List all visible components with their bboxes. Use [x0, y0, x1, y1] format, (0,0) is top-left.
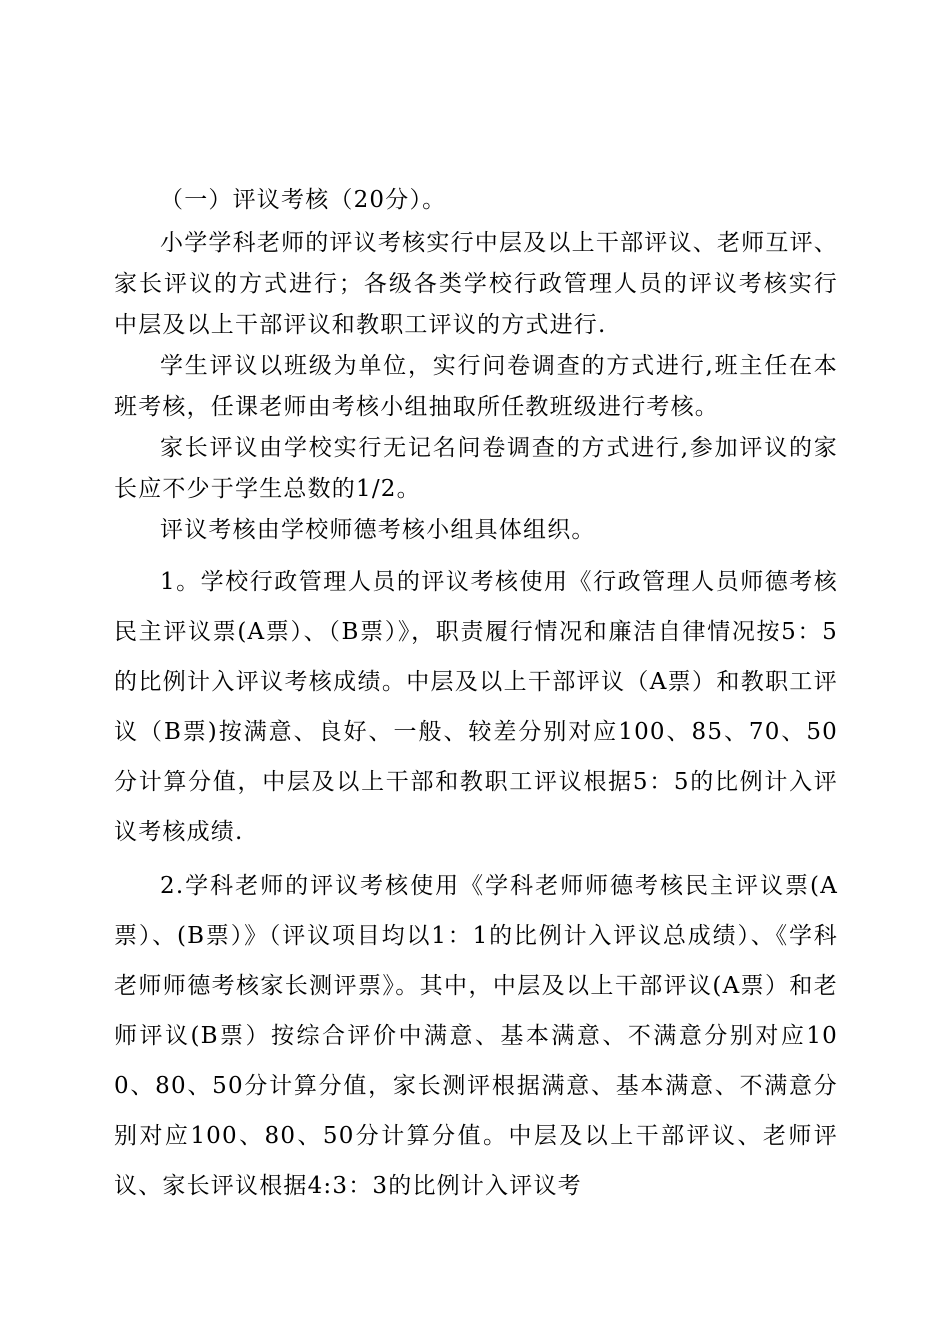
section-heading: （一）评议考核（20分）。	[160, 187, 447, 213]
paragraph-5: 1。学校行政管理人员的评议考核使用《行政管理人员师德考核民主评议票(A票）、（B票）》，职责履行情况和廉洁自律情况按5：5的比例计入评议考核成绩。中层及以上干部评议（A票）和教职工评议（B票)按满意、良好、一般、较差分别对应100、85、70、50分计算分值，中层及以上干部和教职工评议根据5：5的比例计入评议考核成绩.	[114, 569, 838, 845]
paragraph-2: 学生评议以班级为单位，实行问卷调查的方式进行,班主任在本班考核，任课老师由考核小组抽取所任教班级进行考核。	[114, 353, 838, 420]
paragraph-3: 家长评议由学校实行无记名问卷调查的方式进行,参加评议的家长应不少于学生总数的1/2。	[114, 435, 838, 502]
paragraph-1: 小学学科老师的评议考核实行中层及以上干部评议、老师互评、家长评议的方式进行；各级各类学校行政管理人员的评议考核实行中层及以上干部评议和教职工评议的方式进行.	[114, 230, 838, 338]
paragraph-6: 2.学科老师的评议考核使用《学科老师师德考核民主评议票(A票）、(B票）》（评议项目均以1：1的比例计入评议总成绩）、《学科老师师德考核家长测评票》。其中，中层及以上干部评议(A票）和老师评议(B票）按综合评价中满意、基本满意、不满意分别对应100、80、50分计算分值，家长测评根据满意、基本满意、不满意分别对应100、80、50分计算分值。中层及以上干部评议、老师评议、家长评议根据4:3：3的比例计入评议考	[114, 873, 838, 1199]
paragraph-4: 评议考核由学校师德考核小组具体组织。	[160, 517, 596, 543]
